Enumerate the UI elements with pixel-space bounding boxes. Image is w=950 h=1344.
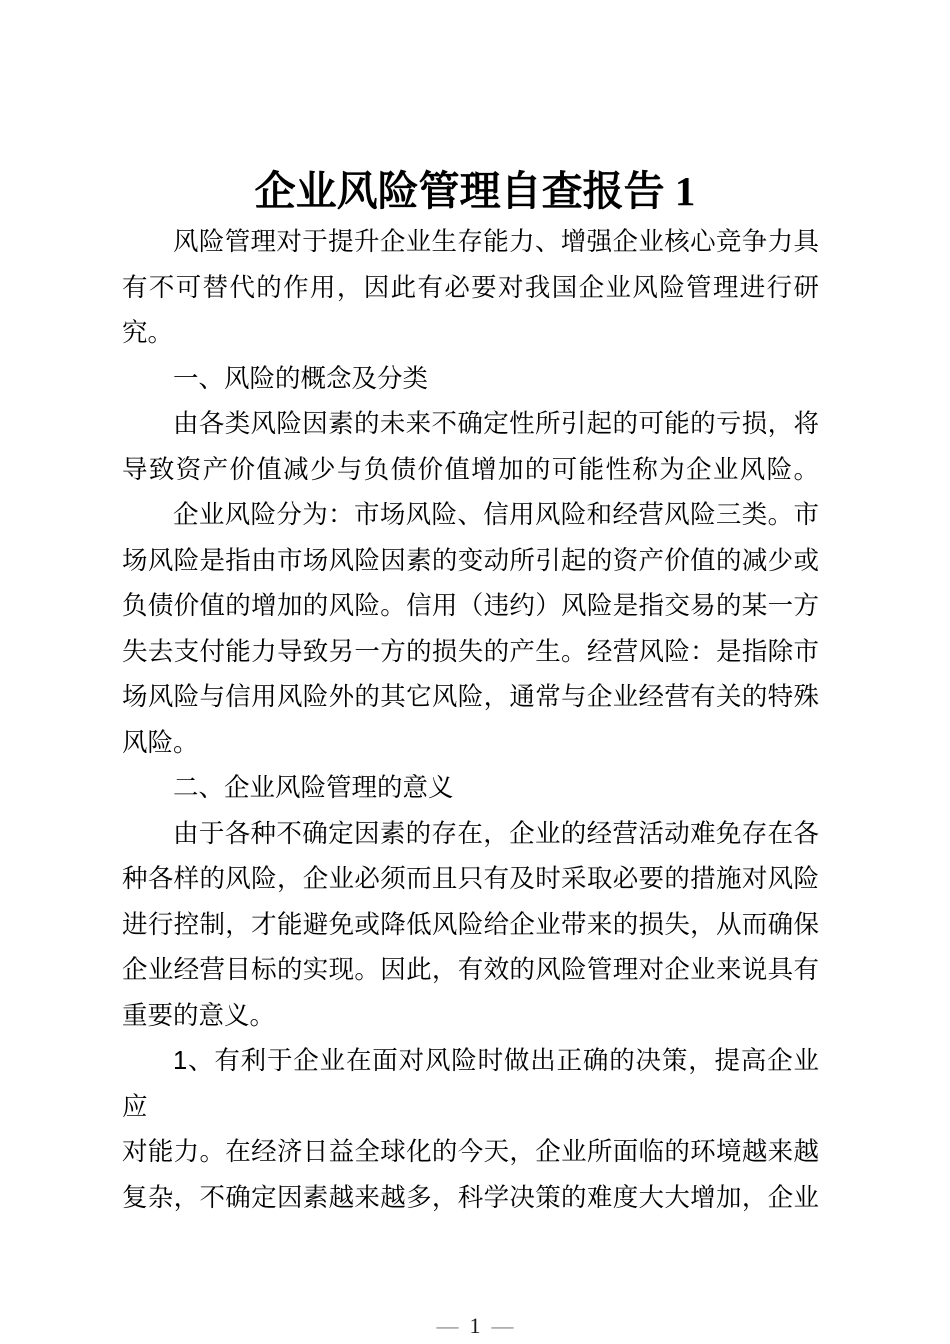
paragraph-line: 1、有利于企业在面对风险时做出正确的决策，提高企业应	[122, 1047, 819, 1121]
paragraph-line: 种各样的风险，企业必须而且只有及时采取必要的措施对风险	[122, 865, 819, 893]
paragraph-line: 风险管理对于提升企业生存能力、增强企业核心竞争力具	[173, 228, 819, 256]
paragraph-line: 失去支付能力导致另一方的损失的产生。经营风险：是指除市	[122, 637, 819, 666]
page-number: 1	[469, 1313, 481, 1338]
paragraph-line: 复杂，不确定因素越来越多，科学决策的难度大大增加，企业	[122, 1183, 819, 1212]
paragraph-line: 对能力。在经济日益全球化的今天，企业所面临的环境越来越	[122, 1138, 819, 1166]
document-body	[122, 220, 819, 1221]
paragraph-line: 企业经营目标的实现。因此，有效的风险管理对企业来说具有	[122, 956, 819, 984]
paragraph-line: 进行控制，才能避免或降低风险给企业带来的损失，从而确保	[122, 910, 819, 939]
document-title: 企业风险管理自查报告 1	[254, 168, 696, 214]
page-footer	[0, 1313, 950, 1339]
paragraph-line: 由各类风险因素的未来不确定性所引起的可能的亏损，将	[173, 410, 819, 438]
paragraph-line: 导致资产价值减少与负债价值增加的可能性称为企业风险。	[122, 455, 819, 484]
section-heading: 一、风险的概念及分类	[173, 364, 429, 393]
paragraph-line: 企业风险分为：市场风险、信用风险和经营风险三类。市	[173, 501, 819, 529]
footer-dash: —	[436, 1313, 459, 1338]
footer-dash: —	[491, 1313, 514, 1338]
paragraph-line: 重要的意义。	[122, 1001, 276, 1030]
paragraph-line: 究。	[122, 319, 174, 347]
paragraph-line: 场风险是指由市场风险因素的变动所引起的资产价值的减少或	[122, 546, 819, 575]
section-heading: 二、企业风险管理的意义	[173, 774, 454, 802]
paragraph-line: 负债价值的增加的风险。信用（违约）风险是指交易的某一方	[122, 592, 819, 620]
paragraph-line: 风险。	[122, 728, 199, 757]
paragraph-line: 由于各种不确定因素的存在，企业的经营活动难免存在各	[173, 819, 819, 848]
paragraph-line: 有不可替代的作用，因此有必要对我国企业风险管理进行研	[122, 273, 819, 302]
paragraph-line: 场风险与信用风险外的其它风险，通常与企业经营有关的特殊	[122, 683, 819, 711]
